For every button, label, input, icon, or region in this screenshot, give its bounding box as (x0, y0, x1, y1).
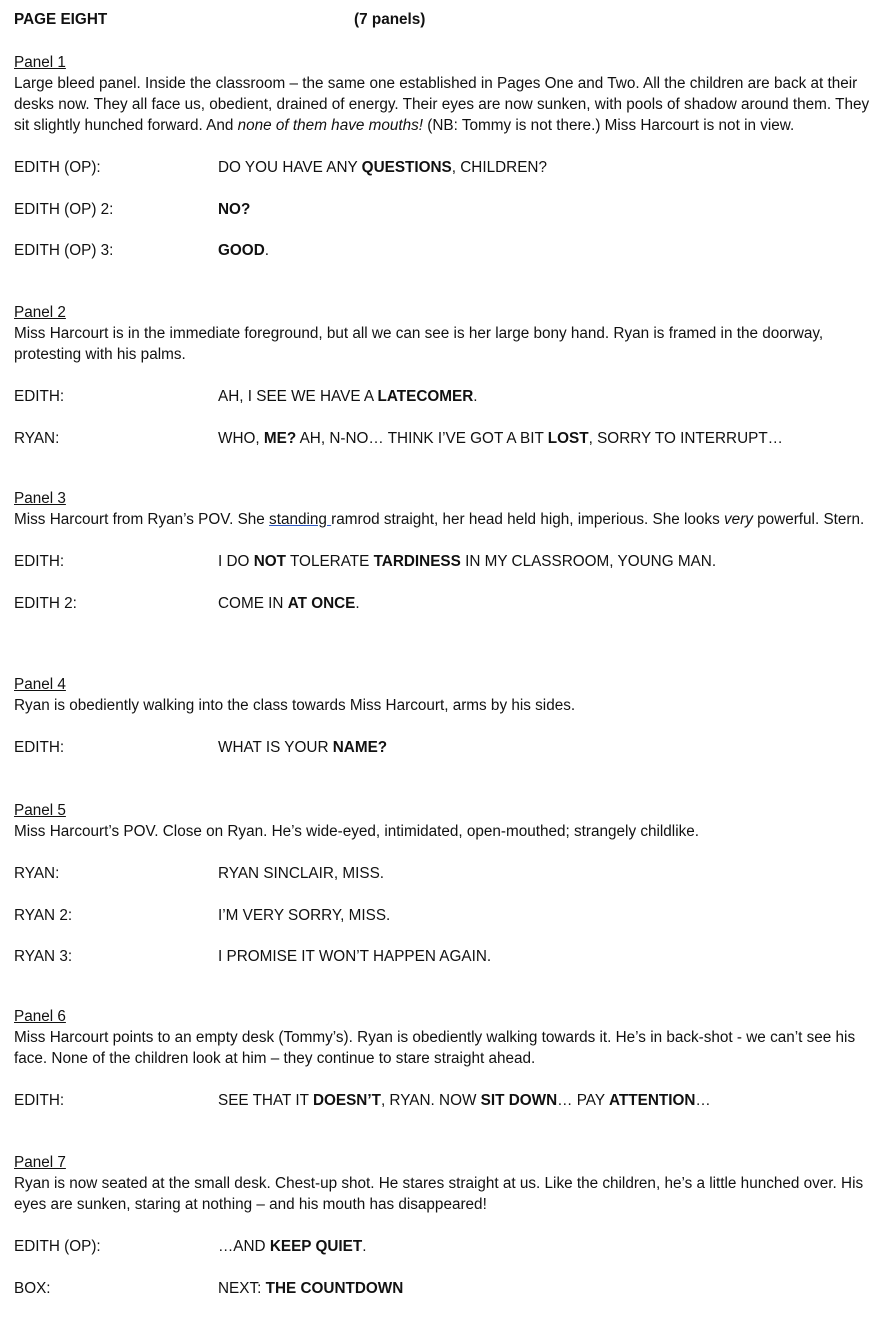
text-run: standing (269, 511, 332, 528)
dialogue-text (218, 1236, 366, 1257)
dialogue-text (218, 905, 390, 926)
text-run: , CHILDREN? (451, 159, 547, 176)
panel-title: Panel 2 (14, 304, 66, 321)
italic-text: very (723, 511, 753, 528)
dialogue-line (14, 863, 872, 884)
dialogue-line (14, 428, 872, 449)
dialogue-line (14, 946, 872, 967)
panel-title: Panel 3 (14, 490, 66, 507)
emphasis-text: TARDINESS (373, 553, 461, 570)
emphasis-text: THE COUNTDOWN (265, 1279, 404, 1297)
emphasis-text: ME? (263, 429, 297, 447)
dialogue-text (218, 737, 387, 758)
dialogue-list (14, 863, 872, 967)
text-run: NEXT: (218, 1279, 266, 1297)
text-run: (NB: Tommy is not there.) Miss Harcourt is not in view. (423, 117, 795, 134)
speaker-label: EDITH (OP) 3: (14, 242, 114, 259)
speaker-label: RYAN 2: (14, 906, 73, 924)
speaker-label: BOX: (14, 1279, 51, 1297)
dialogue-line (14, 593, 872, 614)
dialogue-line (14, 157, 872, 178)
panel-title: Panel 1 (14, 54, 66, 71)
dialogue-text (218, 946, 491, 967)
panel-3 (14, 488, 872, 634)
dialogue-line (14, 1090, 872, 1111)
text-run: … PAY (557, 1092, 610, 1109)
emphasis-text: DOESN’T (312, 1092, 381, 1109)
text-run: . (264, 242, 269, 259)
text-run: ramrod straight, her head held high, imperious. She looks (331, 511, 724, 528)
dialogue-line (14, 199, 872, 220)
text-run: Large bleed panel. Inside the classroom – the same one established in Pages One and Two. All the children are back at their desks now. They all face us, obedient, drained of energy. Their eyes are now sunken, with pools of shadow around them. They sit slightly hunched forward. And (14, 75, 870, 134)
text-run: WHAT IS YOUR (218, 739, 333, 756)
panel-6 (14, 1006, 872, 1132)
emphasis-text: QUESTIONS (361, 159, 452, 176)
dialogue-text (218, 157, 547, 178)
text-run: . (473, 388, 478, 405)
speaker-label: RYAN: (14, 429, 60, 447)
dialogue-line (14, 1278, 872, 1299)
emphasis-text: AT ONCE (287, 594, 356, 612)
dialogue-text (218, 386, 478, 407)
speaker-label: EDITH (OP): (14, 159, 101, 176)
panel-description (14, 821, 872, 842)
text-run: . (355, 594, 360, 612)
text-run: Miss Harcourt points to an empty desk (Tommy’s). Ryan is obediently walking towards it. He’s in back-shot - we can’t see his face. None of the children look at him – they continue to stare straight ahead. (14, 1029, 856, 1067)
panel-title: Panel 7 (14, 1154, 66, 1171)
panel-7 (14, 1152, 872, 1319)
text-run: SEE THAT IT (218, 1092, 313, 1109)
page-title: PAGE EIGHT (14, 11, 108, 28)
speaker-label: EDITH: (14, 1092, 65, 1109)
dialogue-list (14, 1236, 872, 1299)
emphasis-text: KEEP QUIET (269, 1238, 363, 1255)
page-header (14, 9, 874, 30)
text-run: Miss Harcourt’s POV. Close on Ryan. He’s wide-eyed, intimidated, open-mouthed; strangely childlike. (14, 823, 700, 840)
emphasis-text: NOT (253, 553, 286, 570)
panel-description (14, 695, 872, 716)
speaker-label: RYAN: (14, 865, 60, 882)
dialogue-text (218, 1090, 711, 1111)
dialogue-list (14, 737, 872, 758)
dialogue-line (14, 905, 872, 926)
speaker-label: EDITH 2: (14, 594, 77, 612)
dialogue-text (218, 1278, 403, 1299)
emphasis-text: SIT DOWN (480, 1092, 558, 1109)
panel-1 (14, 52, 872, 282)
dialogue-text (218, 240, 269, 261)
text-run: TOLERATE (286, 553, 374, 570)
panel-count: (7 panels) (354, 11, 426, 28)
dialogue-text (218, 199, 250, 220)
text-run: COME IN (218, 594, 288, 612)
speaker-label: EDITH: (14, 388, 65, 405)
dialogue-text (218, 551, 716, 572)
emphasis-text: NO? (218, 200, 251, 218)
emphasis-text: LOST (547, 429, 589, 447)
speaker-label: EDITH (OP): (14, 1238, 101, 1255)
text-run: , RYAN. NOW (380, 1092, 481, 1109)
panel-description (14, 323, 872, 365)
speaker-label: EDITH: (14, 739, 65, 756)
text-run: AH, N-NO… THINK I’VE GOT A BIT (296, 429, 548, 447)
emphasis-text: ATTENTION (609, 1092, 696, 1109)
panel-description (14, 73, 872, 136)
speaker-label: EDITH: (14, 553, 65, 570)
panel-title: Panel 6 (14, 1008, 66, 1025)
text-run: Miss Harcourt from Ryan’s POV. She (14, 511, 270, 528)
panel-4 (14, 674, 872, 779)
italic-text: none of them have mouths! (237, 117, 424, 134)
panel-description (14, 509, 872, 530)
text-run: Miss Harcourt is in the immediate foreground, but all we can see is her large bony hand. Ryan is framed in the doorway, protesting with his palms. (14, 325, 824, 363)
text-run: I’M VERY SORRY, MISS. (218, 906, 391, 924)
dialogue-line (14, 737, 872, 758)
text-run: IN MY CLASSROOM, YOUNG MAN. (460, 553, 717, 570)
dialogue-text (218, 863, 384, 884)
text-run: …AND (218, 1238, 270, 1255)
text-run: AH, I SEE WE HAVE A (218, 388, 378, 405)
text-run: I PROMISE IT WON’T HAPPEN AGAIN. (218, 948, 492, 965)
dialogue-list (14, 551, 872, 614)
panel-2 (14, 302, 872, 469)
dialogue-line (14, 240, 872, 261)
text-run: Ryan is obediently walking into the class towards Miss Harcourt, arms by his sides. (14, 697, 576, 714)
dialogue-line (14, 386, 872, 407)
speaker-label: RYAN 3: (14, 948, 73, 965)
dialogue-list (14, 386, 872, 449)
dialogue-text (218, 593, 360, 614)
panel-description (14, 1173, 872, 1215)
text-run: I DO (218, 553, 254, 570)
text-run: , SORRY TO INTERRUPT… (588, 429, 783, 447)
text-run: … (695, 1092, 711, 1109)
dialogue-text (218, 428, 783, 449)
speaker-label: EDITH (OP) 2: (14, 200, 114, 218)
text-run: RYAN SINCLAIR, MISS. (218, 865, 385, 882)
dialogue-list (14, 157, 872, 261)
text-run: . (362, 1238, 367, 1255)
emphasis-text: NAME? (332, 739, 388, 756)
panel-description (14, 1027, 872, 1069)
dialogue-line (14, 1236, 872, 1257)
panel-title: Panel 4 (14, 676, 66, 693)
text-run: DO YOU HAVE ANY (218, 159, 362, 176)
emphasis-text: LATECOMER (377, 388, 474, 405)
panel-5 (14, 800, 872, 988)
dialogue-list (14, 1090, 872, 1111)
emphasis-text: GOOD (218, 242, 265, 259)
text-run: Ryan is now seated at the small desk. Chest-up shot. He stares straight at us. Like the children, he’s a little hunched over. His eyes are sunken, staring at nothing – and his mouth has disappeared! (14, 1175, 864, 1213)
text-run: powerful. Stern. (752, 511, 865, 528)
dialogue-line (14, 551, 872, 572)
panel-title: Panel 5 (14, 802, 66, 819)
text-run: WHO, (218, 429, 264, 447)
